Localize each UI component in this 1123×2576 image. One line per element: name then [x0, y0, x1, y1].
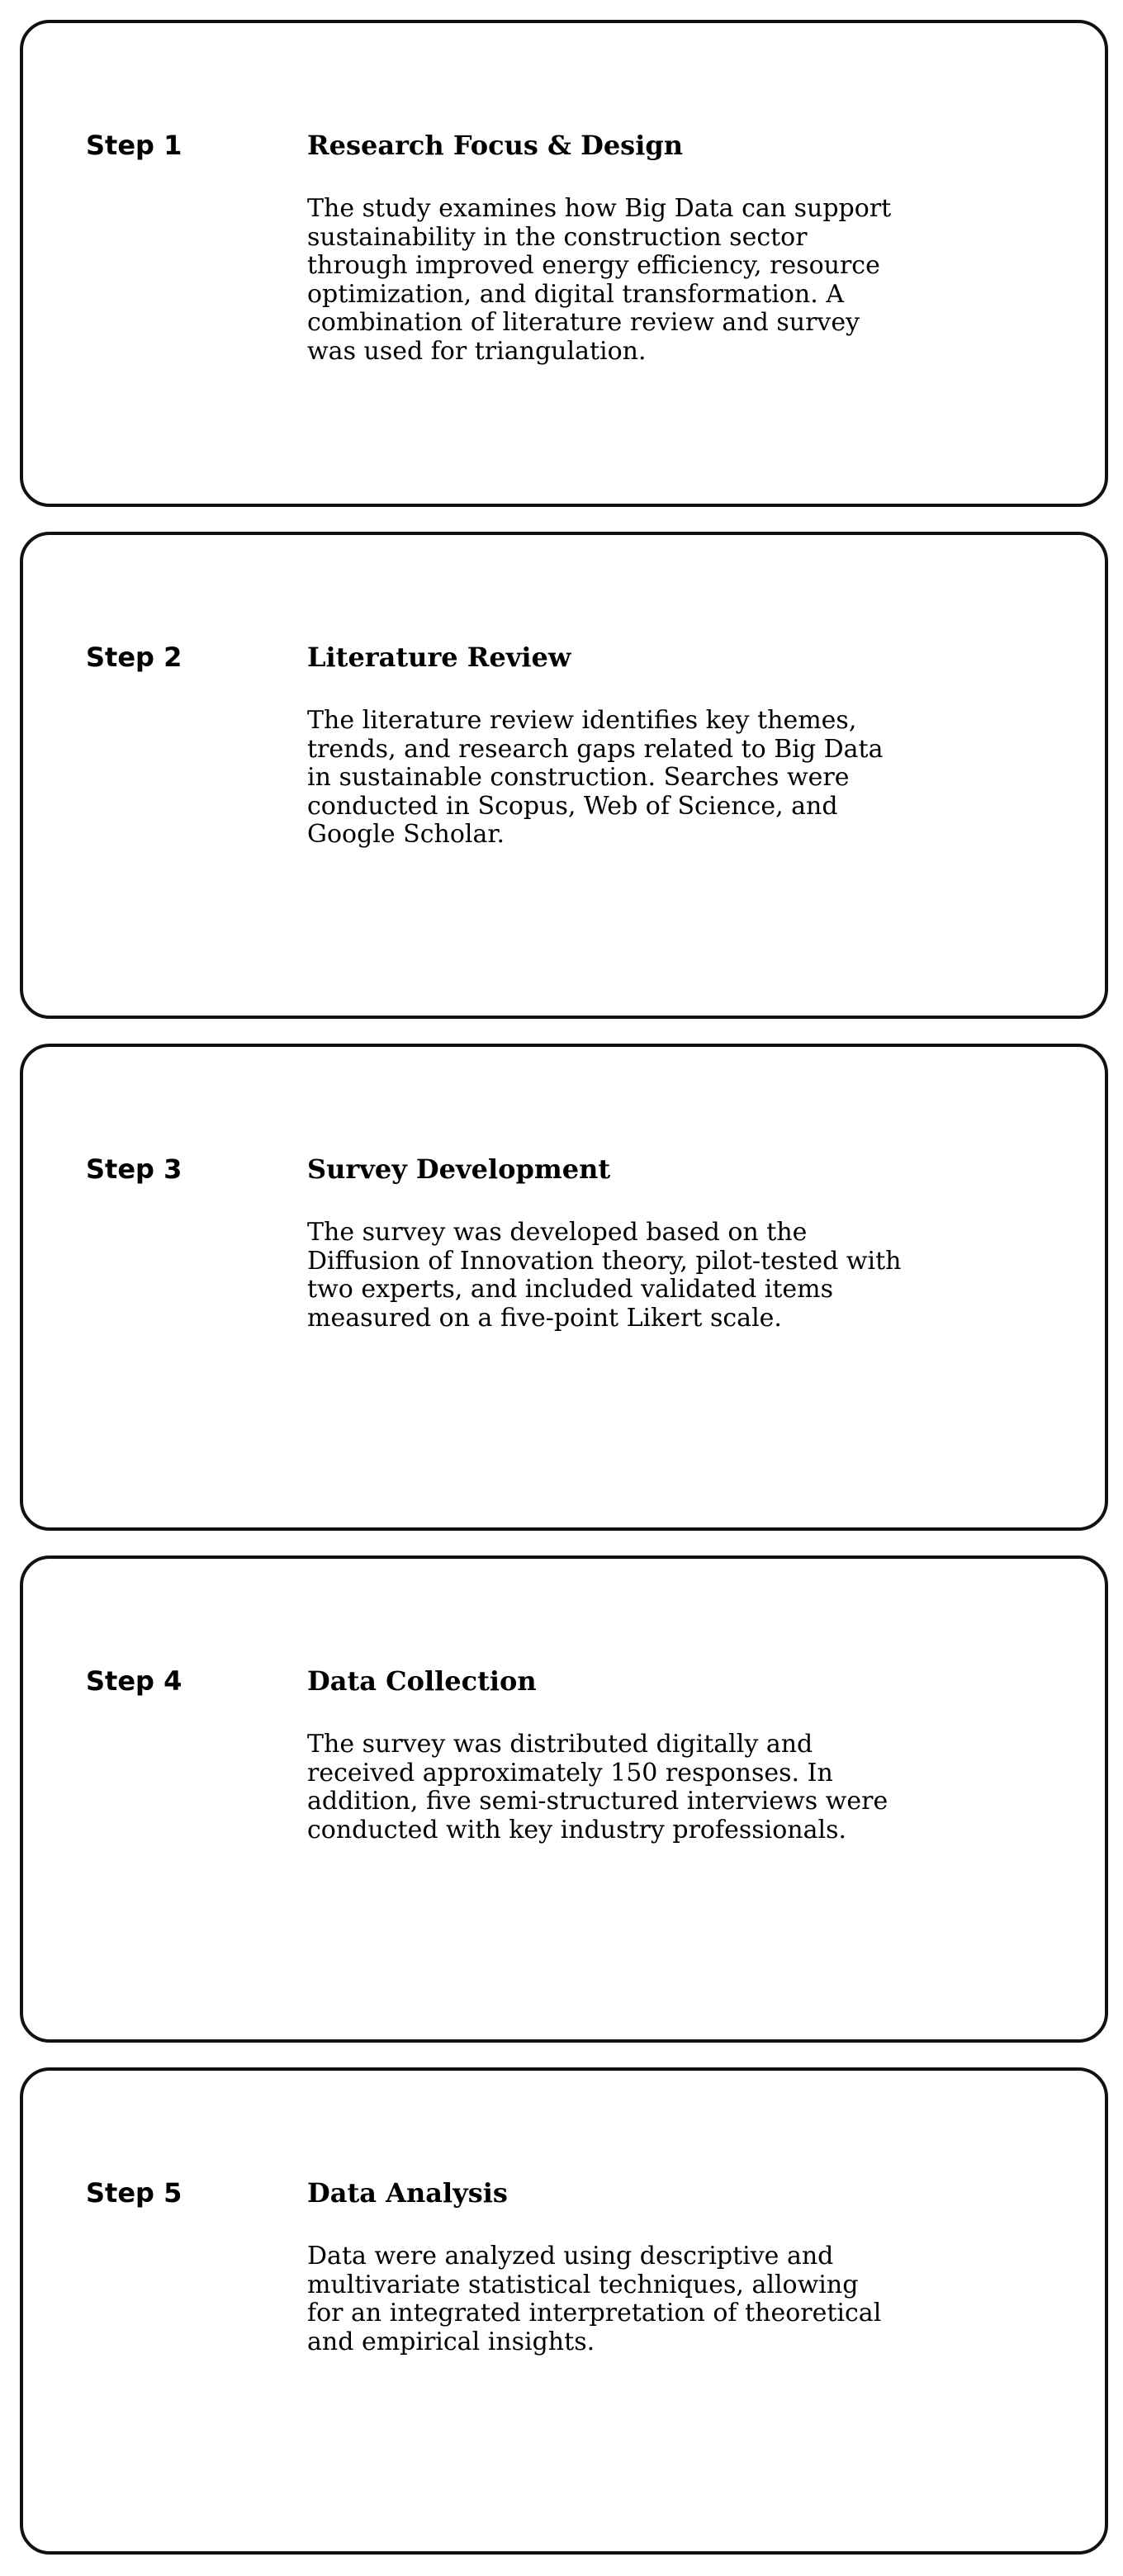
step-number: Step 4: [86, 1665, 182, 1697]
step-title: Research Focus & Design: [307, 130, 683, 161]
step-title: Data Analysis: [307, 2177, 508, 2209]
step-title: Data Collection: [307, 1665, 537, 1697]
step-number: Step 2: [86, 642, 182, 673]
step-number: Step 3: [86, 1153, 182, 1185]
step-description: The study examines how Big Data can support sustainability in the construction sector through improved energy efficiency, resource optimization, and digital transformation. A combination of literature review and survey was used for triangulation.: [307, 194, 892, 366]
step-number: Step 5: [86, 2177, 182, 2209]
step-number: Step 1: [86, 130, 182, 161]
step-card-4: [20, 1556, 1108, 2043]
step-description: The literature review identifies key themes, trends, and research gaps related to Big Data in sustainable construction. Searches were conducted in Scopus, Web of Science, and Google Scholar.: [307, 706, 884, 849]
step-title: Literature Review: [307, 642, 571, 673]
step-card-3: [20, 1044, 1108, 1531]
step-card-1: [20, 20, 1108, 507]
step-description: Data were analyzed using descriptive and multivariate statistical techniques, allowing for an integrated interpretation of theoretical and empirical insights.: [307, 2242, 882, 2356]
step-title: Survey Development: [307, 1153, 611, 1185]
step-card-5: [20, 2067, 1108, 2555]
step-description: The survey was developed based on the Diffusion of Innovation theory, pilot-tested with two experts, and included validated items measured on a five-point Likert scale.: [307, 1218, 902, 1333]
step-description: The survey was distributed digitally and received approximately 150 responses. In addition, five semi-structured interviews were conducted with key industry professionals.: [307, 1730, 888, 1844]
step-card-2: [20, 532, 1108, 1019]
